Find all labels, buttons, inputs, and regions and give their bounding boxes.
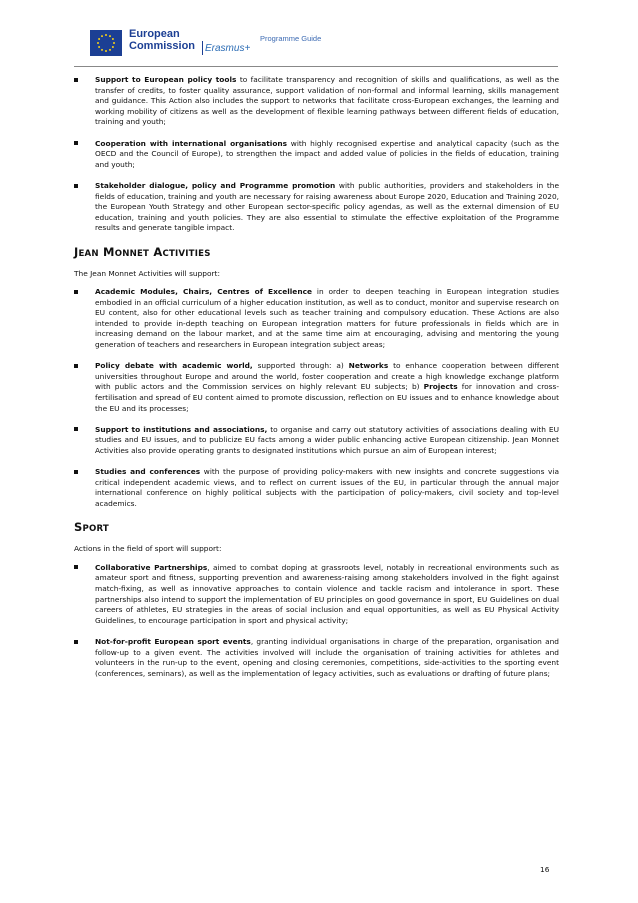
list-item bbox=[74, 425, 559, 457]
bullet-term: Support to European policy tools bbox=[95, 75, 237, 84]
bullet-term: Policy debate with academic world, bbox=[95, 361, 253, 371]
bullet-text: to facilitate transparency and recognition of skills and qualifications, as well as the transfer of credits, to foster quality assurance, support validation of non-formal and informal learning, skills management and guidance. This Action also includes the support to networks that facilitate cross-European exchanges, the learning and working mobility of citizens as well as the development of flexible learning pathways between different fields of education, training and youth; bbox=[95, 75, 559, 127]
bullet-term: Cooperation with international organisations bbox=[95, 138, 288, 148]
list-item bbox=[74, 287, 559, 351]
bullet-square-icon bbox=[74, 290, 78, 294]
section-heading-jean-monnet: JEAN MONNET ACTIVITIES bbox=[74, 244, 211, 259]
commission-logo-text bbox=[129, 28, 195, 52]
page-content bbox=[74, 75, 559, 690]
section-intro: Actions in the field of sport will support: bbox=[74, 544, 222, 554]
bullet-term: Studies and conferences bbox=[95, 467, 201, 477]
eu-flag-icon bbox=[90, 30, 122, 56]
section-heading-sport: SPORT bbox=[74, 520, 109, 535]
list-item bbox=[74, 563, 559, 627]
page-header bbox=[74, 22, 558, 66]
bullet-square-icon bbox=[74, 427, 78, 431]
bullet-text: supported through: a) bbox=[252, 361, 349, 371]
list-item bbox=[74, 181, 559, 234]
bullet-term: Support to institutions and associations, bbox=[95, 424, 268, 434]
bullet-term: Not-for-profit European sport events bbox=[95, 636, 251, 646]
bullet-text: in order to deepen teaching in European integration studies embodied in an official curriculum of a higher education institution, as well as to conduct, monitor and supervise research on EU content, also for other educational levels such as teacher training and compulsory education. These Actions are also intended to provide in-depth teaching on European integration matters for future professionals in fields which are in increasing demand on the labour market, and at the same time aim at encouraging, advising and mentoring the young generation of teachers and researchers in European integration subject areas; bbox=[95, 287, 559, 350]
bullet-square-icon bbox=[74, 78, 78, 82]
logo-separator bbox=[202, 41, 203, 55]
bullet-text: to organise and carry out statutory activities of associations dealing with EU studies and EU issues, and to publicize EU facts among a wider public enhancing active European citizenship. Jean Monnet Activities also provide operating grants to designated institutions which pursue an aim of European interest; bbox=[95, 424, 559, 455]
bullet-square-icon bbox=[74, 565, 78, 569]
bullet-term: Collaborative Partnerships bbox=[95, 562, 208, 572]
bullet-square-icon bbox=[74, 640, 78, 644]
list-item bbox=[74, 467, 559, 509]
bullet-text: with public authorities, providers and stakeholders in the fields of education, training and youth are necessary for raising awareness about Europe 2020, Education and Training 2020, the European Youth Strategy and other European sector-specific policy agendas, as well as the external dimension of EU education, training and youth policies. They are also essential to stimulate the effective exploitation of the Programme results and generate tangible impact. bbox=[95, 180, 559, 233]
bullet-text: with highly recognised expertise and analytical capacity (such as the OECD and the Council of Europe), to strengthen the impact and added value of policies in the fields of education, training and youth; bbox=[95, 138, 559, 169]
section-intro: The Jean Monnet Activities will support: bbox=[74, 268, 220, 278]
bullet-text: , granting individual organisations in charge of the preparation, organisation and follow-up to a given event. The activities involved will include the organisation of training activities for athletes and volunteers in the run-up to the event, opening and closing ceremonies, competitions, side-activities to the sporting event (conferences, seminars), as well as the implementation of legacy activities, such as evaluations or drafting of future plans; bbox=[95, 636, 559, 678]
logo-line-commission: Commission bbox=[129, 40, 196, 52]
bullet-text: to enhance cooperation between different universities throughout Europe and around the world, foster cooperation and create a high knowledge exchange platform with public actors and the Commission services on highly relevant EU subjects; b) bbox=[95, 361, 559, 392]
header-divider bbox=[74, 66, 558, 67]
bullet-square-icon bbox=[74, 470, 78, 474]
bullet-term: Projects bbox=[423, 382, 458, 392]
list-item bbox=[74, 637, 559, 679]
bullet-term: Academic Modules, Chairs, Centres of Excellence bbox=[95, 287, 312, 297]
logo-line-european: European bbox=[129, 28, 180, 40]
bullet-text: for innovation and cross-fertilisation and spread of EU content aimed to promote discussion, reflection on EU issues and to enhance knowledge about the EU and its processes; bbox=[95, 382, 559, 413]
list-item bbox=[74, 361, 559, 414]
list-item bbox=[74, 75, 559, 128]
page-number: 16 bbox=[540, 865, 550, 874]
bullet-term: Stakeholder dialogue, policy and Programme promotion bbox=[95, 180, 336, 190]
bullet-text: , aimed to combat doping at grassroots level, notably in recreational environments such as amateur sport and fitness, supporting prevention and awareness-raising among stakeholders involved in the fight against match-fixing, as well as innovative approaches to contain violence and tackle racism and intolerance in sport. These partnerships also intend to support the implementation of EU principles on good governance in sport, EU Guidelines on dual careers of athletes, EU strategies in the areas of social inclusion and equal opportunities, as well as EU Physical Activity Guidelines, to encourage participation in sport and physical activity; bbox=[95, 562, 559, 625]
erasmus-logo-text: Erasmus+ bbox=[205, 43, 251, 54]
bullet-term: Networks bbox=[348, 361, 389, 371]
list-item bbox=[74, 139, 559, 171]
bullet-text: with the purpose of providing policy-makers with new insights and concrete suggestions via critical independent academic views, and to reflect on current issues of the EU, in particular through the annual major international conference on highly political subjects with the participation of policy-makers, civil society and top-level academics. bbox=[95, 467, 559, 508]
running-title: Programme Guide bbox=[260, 34, 322, 43]
bullet-square-icon bbox=[74, 364, 78, 368]
bullet-square-icon bbox=[74, 141, 78, 145]
bullet-square-icon bbox=[74, 184, 78, 188]
